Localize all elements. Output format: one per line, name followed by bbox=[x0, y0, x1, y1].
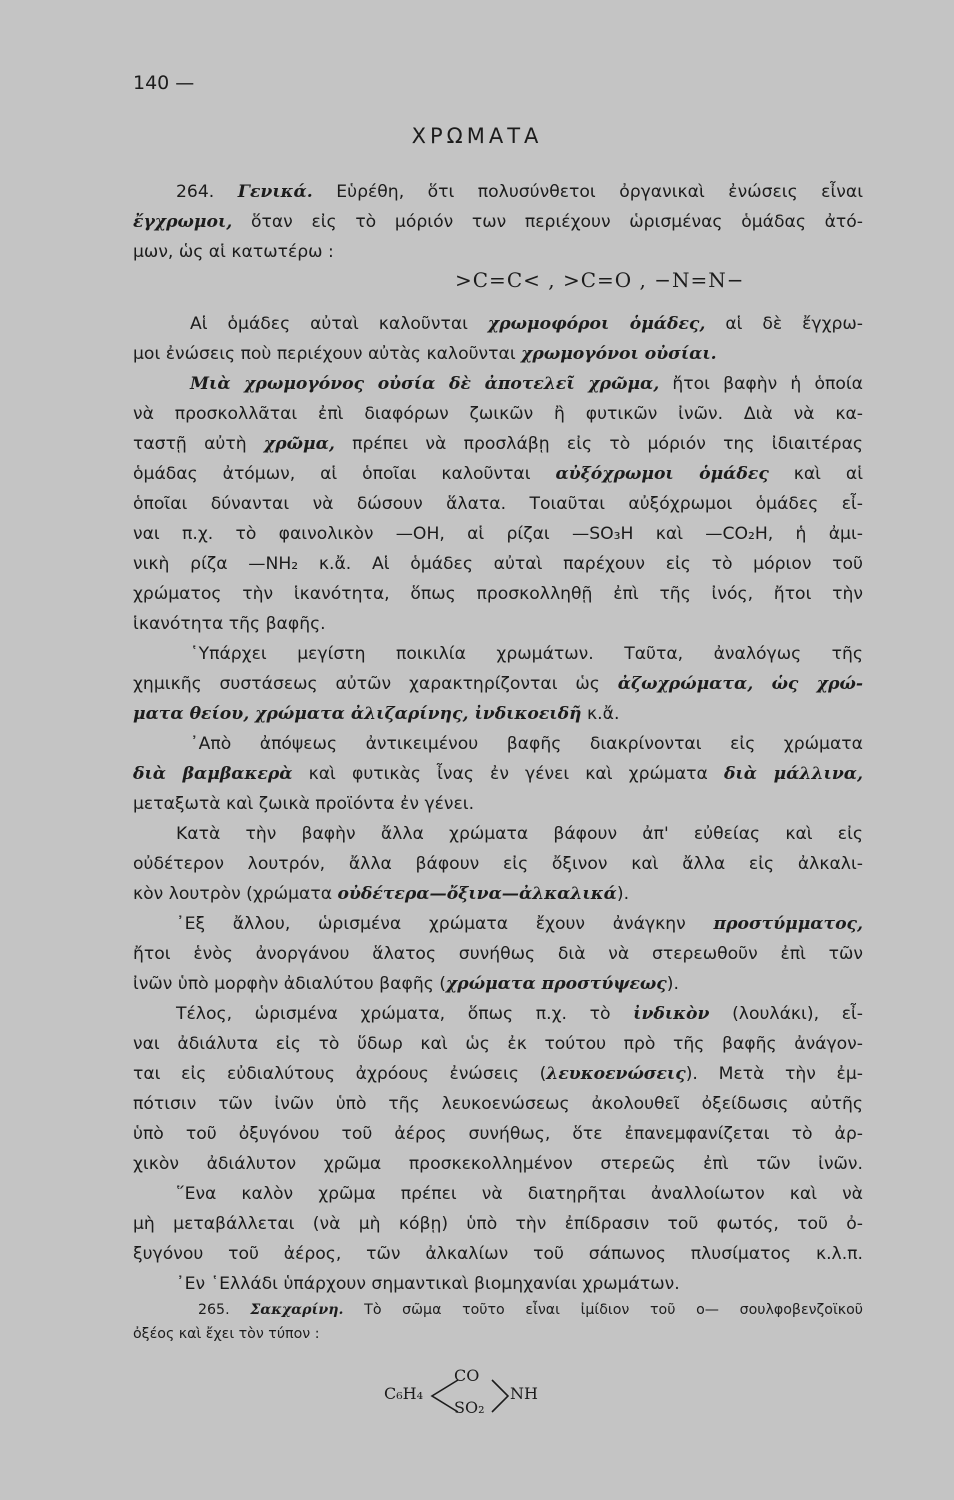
text-line: χρώματος τὴν ἱκανότητα, ὅπως προσκολληθῇ ἐπὶ τῆς ἰνός, ἤτοι τὴν bbox=[133, 584, 863, 604]
chromophore-formula: >C=C< , >C=O , −N=N− bbox=[455, 268, 745, 292]
text-line bbox=[176, 1002, 863, 1026]
text-line bbox=[133, 432, 863, 456]
text-span: μοι ἐνώσεις ποὺ περιέχουν αὐτὰς καλοῦνται bbox=[133, 344, 516, 364]
text-line: ῞Ενα καλὸν χρῶμα πρέπει νὰ διατηρῆται ἀναλλοίωτον καὶ νὰ bbox=[176, 1184, 863, 1204]
text-line bbox=[133, 762, 863, 786]
text-span: ται εἰς εὐδιαλύτους ἀχρόους ἐνώσεις ( bbox=[133, 1064, 547, 1084]
text-span: ταστῇ αὐτὴ bbox=[133, 434, 247, 454]
term: ἀζωχρώματα, ὡς χρώ- bbox=[617, 674, 864, 694]
text-span: ἤτοι βαφὴν ἡ ὁποία bbox=[672, 374, 863, 394]
text-span: Αἱ ὁμάδες αὐταὶ καλοῦνται bbox=[190, 314, 468, 334]
page-number: 140 — bbox=[133, 72, 195, 94]
text-span: Τέλος, ὡρισμένα χρώματα, ὅπως π.χ. τὸ bbox=[176, 1004, 611, 1024]
saccharin-formula bbox=[384, 1366, 574, 1420]
text-span: κ.ἄ. bbox=[587, 704, 620, 724]
term: χρωμογόνοι οὐσίαι. bbox=[521, 344, 717, 364]
text-span: Εὑρέθη, ὅτι πολυσύνθετοι ὀργανικαὶ ἐνώσεις εἶναι bbox=[336, 182, 864, 202]
text-line bbox=[190, 372, 863, 396]
text-line bbox=[133, 882, 863, 906]
text-line: ναι π.χ. τὸ φαινολικὸν —OH, αἱ ρίζαι —SO₃H καὶ —CO₂H, ἡ ἀμι- bbox=[133, 524, 863, 544]
term: ματα θείου, χρώματα ἀλιζαρίνης, ἰνδικοειδῆ bbox=[133, 704, 582, 724]
chapter-title: ΧΡΩΜΑΤΑ bbox=[411, 124, 543, 148]
term: προστύμματος, bbox=[713, 914, 863, 934]
text-span: ). Μετὰ τὴν ἐμ- bbox=[685, 1064, 863, 1084]
text-span: (λουλάκι), εἶ- bbox=[732, 1004, 864, 1024]
text-span: κὸν λουτρὸν (χρώματα bbox=[133, 884, 333, 904]
text-span: ). bbox=[666, 974, 679, 994]
text-line: ὁποῖαι δύνανται νὰ δώσουν ἅλατα. Τοιαῦται αὐξόχρωμοι ὁμάδες εἶ- bbox=[133, 494, 863, 514]
section-number: 264. bbox=[176, 182, 215, 202]
term: οὐδέτερα—ὄξινα—ἀλκαλικά bbox=[337, 884, 617, 904]
text-span: ὁμάδας ἀτόμων, αἱ ὁποῖαι καλοῦνται bbox=[133, 464, 531, 484]
text-line: ῾Υπάρχει μεγίστη ποικιλία χρωμάτων. Ταῦτα, ἀναλόγως τῆς bbox=[190, 644, 863, 664]
text-line: Κατὰ τὴν βαφὴν ἄλλα χρώματα βάφουν ἀπ' εὐθείας καὶ εἰς bbox=[176, 824, 863, 844]
term: Μιὰ χρωμογόνος οὐσία δὲ ἀποτελεῖ χρῶμα, bbox=[190, 374, 660, 394]
term: χρώματα προστύψεως bbox=[445, 974, 667, 994]
term: χρωμοφόροι ὁμάδες, bbox=[487, 314, 706, 334]
section-number: 265. bbox=[198, 1302, 230, 1318]
text-line: νὰ προσκολλᾶται ἐπὶ διαφόρων ζωικῶν ἢ φυτικῶν ἰνῶν. Διὰ νὰ κα- bbox=[133, 404, 863, 424]
text-line: ἤτοι ἑνὸς ἀνοργάνου ἅλατος συνήθως διὰ νὰ στερεωθοῦν ἐπὶ τῶν bbox=[133, 944, 863, 964]
text-line bbox=[176, 180, 863, 204]
formula-bottom: SO₂ bbox=[454, 1398, 485, 1417]
section-heading: Σακχαρίνη. bbox=[250, 1302, 344, 1318]
text-span: ἰνῶν ὑπὸ μορφὴν ἀδιαλύτου βαφῆς ( bbox=[133, 974, 446, 994]
term: αὐξόχρωμοι ὁμάδες bbox=[555, 464, 769, 484]
text-span: ὅταν εἰς τὸ μόριόν των περιέχουν ὡρισμένας ὁμάδας ἀτό- bbox=[250, 212, 864, 232]
text-line: μεταξωτὰ καὶ ζωικὰ προϊόντα ἐν γένει. bbox=[133, 794, 475, 814]
bracket-right bbox=[488, 1376, 512, 1416]
text-span: Τὸ σῶμα τοῦτο εἶναι ἰμίδιον τοῦ ο— σουλφοβενζοϊκοῦ bbox=[364, 1302, 864, 1318]
text-line: χικὸν ἀδιάλυτον χρῶμα προσκεκολλημένον στερεῶς ἐπὶ τῶν ἰνῶν. bbox=[133, 1154, 863, 1174]
text-line bbox=[190, 312, 863, 336]
term: λευκοενώσεις bbox=[546, 1064, 686, 1084]
text-span: καὶ αἱ bbox=[793, 464, 864, 484]
text-line: νικὴ ρίζα —NH₂ κ.ἄ. Αἱ ὁμάδες αὐταὶ παρέχουν εἰς τὸ μόριον τοῦ bbox=[133, 554, 863, 574]
text-span: καὶ φυτικὰς ἶνας ἐν γένει καὶ χρώματα bbox=[308, 764, 708, 784]
text-line bbox=[133, 342, 863, 366]
text-line bbox=[198, 1298, 863, 1322]
text-line: ξυγόνου τοῦ ἀέρος, τῶν ἀλκαλίων τοῦ σάπωνος πλυσίματος κ.λ.π. bbox=[133, 1244, 863, 1264]
text-line: ᾿Εν ῾Ελλάδι ὑπάρχουν σημαντικαὶ βιομηχανίαι χρωμάτων. bbox=[176, 1274, 680, 1294]
text-span: χημικῆς συστάσεως αὐτῶν χαρακτηρίζονται ὡς bbox=[133, 674, 600, 694]
text-line: οὐδέτερον λουτρόν, ἄλλα βάφουν εἰς ὄξινον καὶ ἄλλα εἰς ἀλκαλι- bbox=[133, 854, 863, 874]
text-line bbox=[176, 912, 863, 936]
section-heading: Γενικά. bbox=[237, 182, 313, 202]
term: ἔγχρωμοι, bbox=[133, 212, 233, 232]
text-line bbox=[133, 672, 863, 696]
text-line: μὴ μεταβάλλεται (νὰ μὴ κόβῃ) ὑπὸ τὴν ἐπίδρασιν τοῦ φωτός, τοῦ ὀ- bbox=[133, 1214, 863, 1234]
text-line: ναι ἀδιάλυτα εἰς τὸ ὕδωρ καὶ ὡς ἐκ τούτου πρὸ τῆς βαφῆς ἀνάγον- bbox=[133, 1034, 863, 1054]
formula-left: C₆H₄ bbox=[384, 1384, 424, 1403]
term: ἰνδικὸν bbox=[633, 1004, 710, 1024]
text-span: πρέπει νὰ προσλάβῃ εἰς τὸ μόριόν της ἰδιαιτέρας bbox=[352, 434, 864, 454]
text-line: μων, ὡς αἱ κατωτέρω : bbox=[133, 242, 334, 262]
text-line bbox=[133, 1062, 863, 1086]
text-span: ᾿Εξ ἄλλου, ὡρισμένα χρώματα ἔχουν ἀνάγκην bbox=[176, 914, 686, 934]
text-line: ὀξέος καὶ ἔχει τὸν τύπον : bbox=[133, 1326, 320, 1342]
text-line bbox=[133, 210, 863, 234]
term: χρῶμα, bbox=[263, 434, 335, 454]
text-line bbox=[133, 462, 863, 486]
text-line bbox=[133, 702, 863, 726]
formula-top: CO bbox=[454, 1366, 480, 1385]
text-line: πότισιν τῶν ἰνῶν ὑπὸ τῆς λευκοενώσεως ἀκολουθεῖ ὀξείδωσις αὐτῆς bbox=[133, 1094, 863, 1114]
text-line: ᾿Απὸ ἀπόψεως ἀντικειμένου βαφῆς διακρίνονται εἰς χρώματα bbox=[190, 734, 863, 754]
text-line: ἱκανότητα τῆς βαφῆς. bbox=[133, 614, 326, 634]
text-line: ὑπὸ τοῦ ὀξυγόνου τοῦ ἀέρος συνήθως, ὅτε ἐπανεμφανίζεται τὸ ἀρ- bbox=[133, 1124, 863, 1144]
text-line bbox=[133, 972, 863, 996]
text-span: ). bbox=[616, 884, 630, 904]
term: διὰ μάλλινα, bbox=[723, 764, 863, 784]
term: διὰ βαμβακερὰ bbox=[133, 764, 293, 784]
formula-right: NH bbox=[510, 1384, 538, 1403]
text-span: αἱ δὲ ἔγχρω- bbox=[725, 314, 864, 334]
